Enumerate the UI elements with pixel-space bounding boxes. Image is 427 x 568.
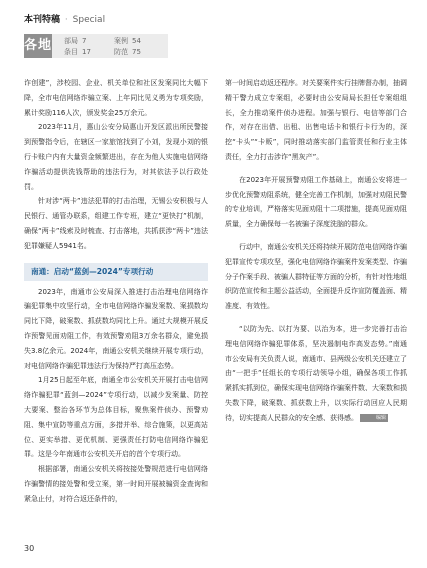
right-column	[225, 76, 407, 426]
stat-value: 54	[132, 36, 141, 45]
paragraph: 2023年，南通市公安局深入推进打击治理电信网络诈骗犯罪集中攻坚行动，全市电信网络诈骗发案数、案损数均同比下降，破案数、抓获数均同比上升。通过大规模开展反诈预警见面劝阻工作，有效预警劝阻3万余名群众，避免损失3.8亿余元。2024年，南通公安机关继续开展专项行动，对电信网络诈骗犯罪违法行为保持严打高压态势。	[24, 287, 208, 370]
paragraph: 2023年11月，惠山公安分局惠山开发区派出所民警接到预警指令后，在辖区一家旅馆找到了小刘，发现小刘的银行卡账户内有大量资金频繁进出，存在为他人实施电信网络诈骗活动提供洗钱帮助的违法行为，对其依法予以行政处罚。	[24, 123, 208, 191]
stats-box	[24, 34, 168, 58]
stat-item	[64, 36, 114, 46]
paragraph: 根据部署，南通公安机关将按接处警规范进行电信网络诈骗警情的接处警和受立案，第一时间开展被骗资金查询和紧急止付，对符合返还条件的，	[24, 465, 208, 503]
paragraph: 行动中，南通公安机关还将持续开展防范电信网络诈骗犯罪宣传专项攻坚，强化电信网络诈骗案件发案类型、诈骗分子作案手段、被骗人群特征等方面的分析，有针对性地组织防范宣传和主题公益活动，全面提升反诈宣防覆盖面、精准度、有效性。	[225, 242, 407, 311]
paragraph-text: “以防为先、以打为要、以治为本，进一步完善打击治理电信网络诈骗犯罪体系，坚决遏制电诈高发态势。”南通市公安局有关负责人说，南通市、县两级公安机关还建立了由“一把手”任组长的专项行动领导小组，确保各项工作抓紧抓实抓到位，确保实现电信网络诈骗案件数、大案数和损失数下降，破案数、抓获数上升，以实际行动回应人民期待，切实提高人民群众的安全感、获得感。	[225, 324, 407, 422]
stat-item	[114, 47, 168, 57]
region-label: 各地	[24, 34, 52, 58]
page-number: 30	[24, 544, 35, 553]
end-mark: 编辑	[360, 414, 388, 422]
header-separator: ·	[64, 15, 68, 25]
stat-value: 7	[82, 36, 87, 45]
header-title: 本刊特稿	[24, 15, 61, 25]
stat-label: 条目	[64, 47, 78, 56]
paragraph: 针对涉“两卡”违法犯罪的打击治理，无锡公安积极与人民银行、通管办联系，组建工作专班，建立“更快打”机制，确保“两卡”线索及时梳查、打击落地，共抓获涉“两卡”违法犯罪嫌疑人5941名。	[24, 197, 208, 250]
paragraph: 第一时间启动返还程序。对关要案件实行挂牌督办制，抽调精干警力成立专案组，必要时由公安局局长担任专案组组长，全力推动案件侦办进程。加强与银行、电信等部门合作，对存在出借、出租、出售电话卡和银行卡行为的，深挖“卡头”“卡贩”，同时推动落实部门监管责任和行业主体责任，全力打击涉诈“黑灰产”。	[225, 79, 407, 161]
stat-item	[64, 47, 114, 57]
paragraph: 诈创建”，涉校园、企业、机关单位和社区发案同比大幅下降，全市电信网络诈骗立案、上年同比见义勇为专项奖励，累计奖励116人次，颁发奖金25万余元。	[24, 79, 208, 117]
header-subtitle: Special	[72, 15, 106, 25]
stat-value: 17	[82, 47, 91, 56]
stat-value: 75	[132, 47, 141, 56]
section-heading: 南通：启动“蓝剑—2024”专项行动	[24, 263, 208, 281]
stats-grid	[64, 36, 168, 57]
stat-label: 部局	[64, 36, 78, 45]
page-header	[24, 12, 105, 25]
left-column	[24, 76, 208, 507]
paragraph: 1月25日起至年底，南通全市公安机关开展打击电信网络诈骗犯罪“蓝剑—2024”专项行动，以减少发案量、防控大要案、整治各环节为总体目标，聚焦案件侦办、预警劝阻、集中宣防等重点方面，多措并举、综合施策，以更高站位、更实举措、更优机制、更强责任打防电信网络诈骗犯罪。这是今年南通市公安机关开启的首个专项行动。	[24, 376, 208, 459]
stat-label: 防范	[114, 47, 128, 56]
paragraph: 在2023年开展预警劝阻工作基础上，南通公安将进一步优化预警劝阻系统，健全完善工作机制，加强对劝阻民警的专业培训，严格落实见面劝阻十二项措施，提高见面劝阻质量，全力确保每一名被骗子深度洗脑的群众。	[225, 175, 407, 229]
stat-item	[114, 36, 168, 46]
paragraph	[225, 322, 407, 426]
stat-label: 案例	[114, 36, 128, 45]
